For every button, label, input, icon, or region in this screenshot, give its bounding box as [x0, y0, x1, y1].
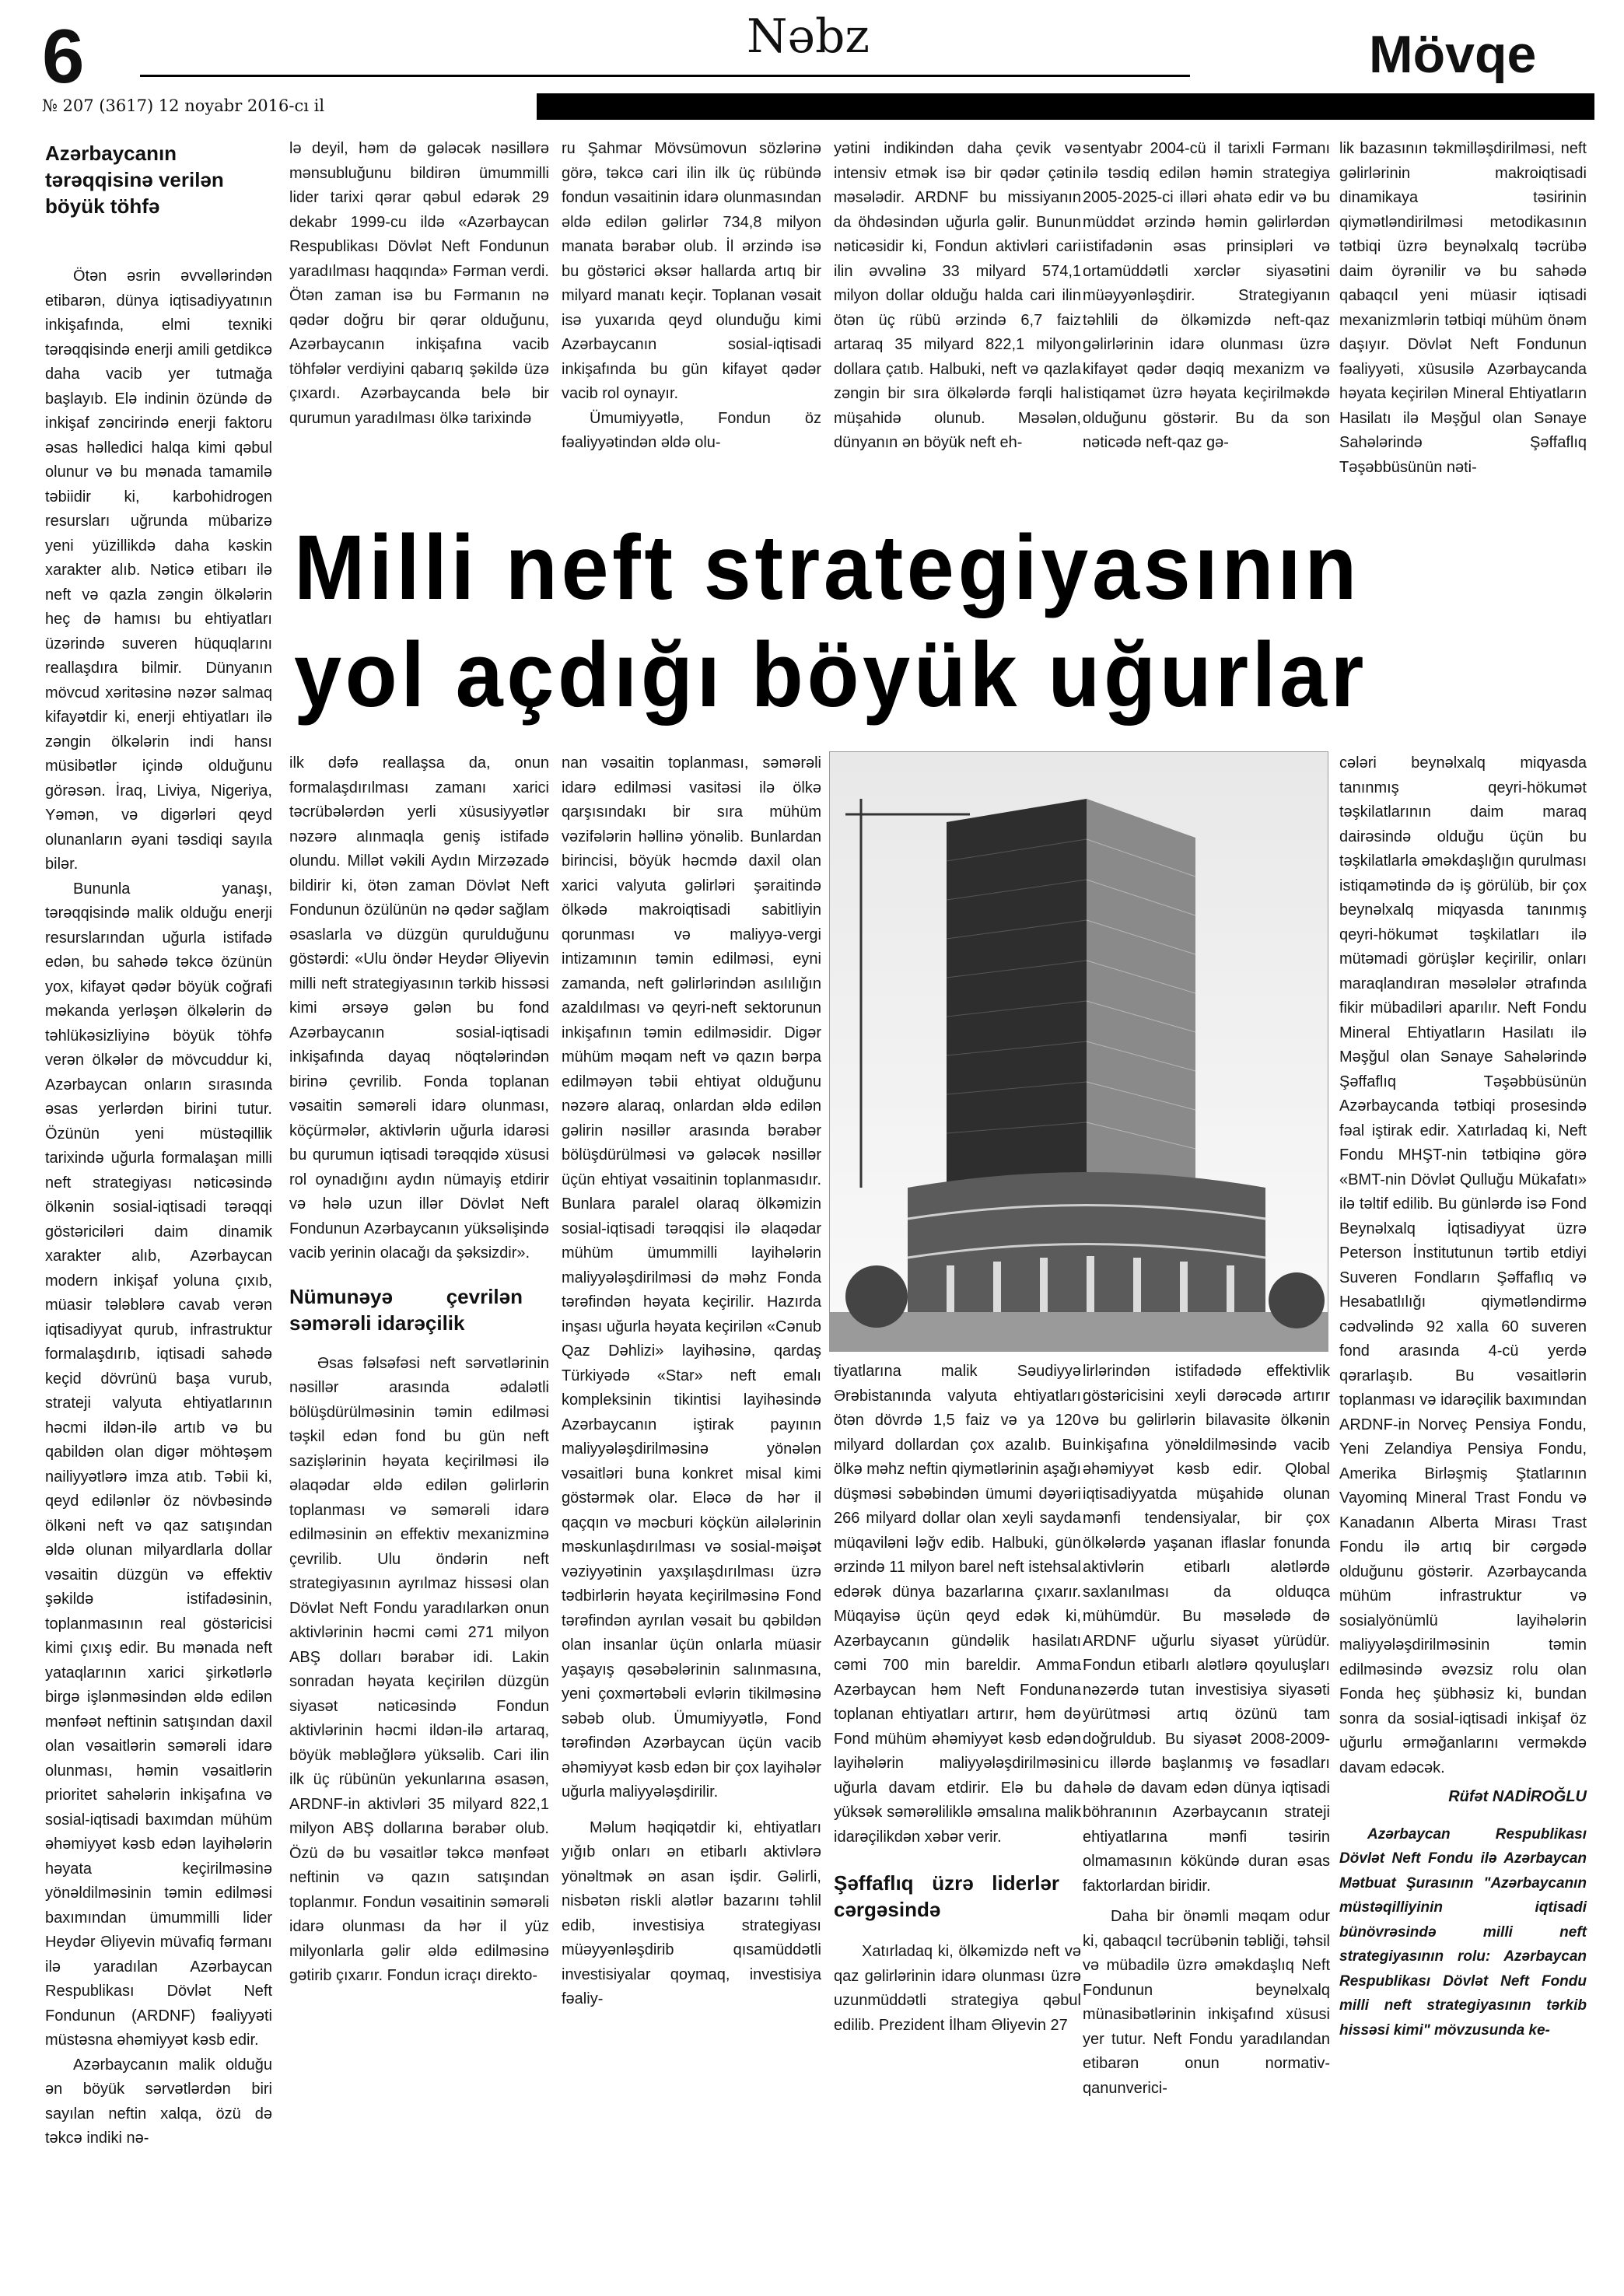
column-2-top [289, 137, 549, 431]
headline-line-2: yol açdığı böyük uğurlar [294, 624, 1367, 726]
col2-after-subheading: Əsas fəlsəfəsi neft sərvətlərinin nəsillər arasında ədalətli bölüşdürülməsinin təmin edilməsi təşkil edən fond bu gün neft sazişlərinin həyata keçirilməsi ilə əlaqədar əldə edilən gəlirlərin toplanması və səmərəli idarə edilməsinin ən effektiv mexanizminə çevrilib. Ulu öndərin neft strategiyasının ayrılmaz hissəsi olan Dövlət Neft Fondu yaradılarkən onun aktivlərinin həcmi cəmi 271 milyon ABŞ dolları bərabər idi. Lakin sonradan həyata keçirilən düzgün siyasət nəticəsində Fondun aktivlərinin həcmi ildən-ilə artaraq, böyük məbləğlərə yüksəlib. Cari ilin ilk üç rübünün yekunlarına əsasən, ARDNF-in aktivləri 35 milyard 822,1 milyon ABŞ dollarına bərabər olub. Özü də bu vəsaitlər təkcə mənfəət neftinin və qazın satışından toplanmır. Fondun vəsaitinin səmərəli idarə olunması da hər il yüz milyonlarla gəlir əldə edilməsinə gətirib çıxarır. Fondun icraçı direkto- [289, 1354, 549, 1984]
col3-top-text-2: Ümumiyyətlə, Fondun öz fəaliyyətindən əldə olu- [562, 409, 821, 451]
header-rule [140, 75, 1190, 77]
oil-fund-building-image [830, 752, 1328, 1351]
col5-bottom-text-2: Daha bir önəmli məqam odur ki, qabaqcıl təcrübənin təbliği, təhsil və mübadilə üzrə əməkdaşlıq Neft Fondunun beynəlxalq münasibətlərinin inkişafınd xüsusi yer tutur. Neft Fondu yaradılandan etibarən onun normativ-qanunverici- [1083, 1908, 1330, 2097]
subheading-1: Nümunəyə çevrilən səmərəli idarəçilik [289, 1284, 523, 1335]
col4-after-subheading: Xatırladaq ki, ölkəmizdə neft və qaz gəlirlərinin idarə olunması üzrə uzunmüddətli strategiya qəbul edilib. Prezident İlham Əliyevin 27 [834, 1943, 1081, 2034]
section-title: Nəbz [747, 9, 870, 64]
col4-top-text: yətini indikindən daha çevik və intensiv etmək isə bir qədər çətin məsələdir. ARDNF bu missiyanın da öhdəsindən uğurla gəlir. Bunun nəticəsidir ki, Fondun aktivləri cari ilin əvvəlinə 33 milyard 574,1 milyon dollar olduğu halda cari ilin ötən üç rübü ərzində 6,7 faiz artaraq 35 milyard 822,1 milyon dollara çatıb. Halbuki, neft və qazla zəngin bir sıra ölkələrdə fərqli hal müşahidə olunub. Məsələn, dünyanın ən böyük neft eh- [834, 140, 1081, 451]
col1-paragraph-3: Azərbaycanın malik olduğu ən böyük sərvətlərdən biri sayılan neftin xalqa, özü də təkcə indiki nə- [45, 2056, 272, 2147]
column-2-bottom [289, 751, 549, 1989]
author-signature: Rüfət NADİROĞLU [1448, 1788, 1587, 1805]
col1-paragraph-1: Ötən əsrin əvvəllərindən etibarən, dünya iqtisadiyyatının inkişafında, elmi texniki tərəqqisində enerji amili getdikcə daha vacib yer tutmağa başlayıb. Elə indinin özündə də inkişaf zəncirində enerji faktoru əsas həlledici halqa kimi qəbul olunur və bu mənada tamamilə təbiidir ki, karbohidrogen resursları uğrunda mübarizə yeni yüzillikdə daha kəskin xarakter alıb. Nəticə etibarı ilə neft və qazla zəngin ölkələrin heç də hamısı bu ehtiyatları üzərində suveren hüquqlarını reallaşdıra bilmir. Dünyanın mövcud xəritəsinə nəzər salmaq kifayətdir ki, enerji ehtiyatları ilə zəngin ölkələrin indi hansı müsibətlər içində olduğunu görəsən. İraq, Liviya, Nigeriya, Yəmən, və digərləri qeyd olunanların əyani təsdiqi sayıla bilər. [45, 268, 272, 873]
column-6-bottom [1339, 751, 1587, 2042]
brand-title: Mövqe [1369, 25, 1537, 84]
kicker-heading: Azərbaycanın tərəqqisinə verilən böyük töhfə [45, 142, 224, 218]
column-4-bottom [834, 1360, 1081, 2038]
col6-top-text: lik bazasının təkmilləşdirilməsi, neft gəlirlərinin makroiqtisadi dinamikaya təsirinin qiymətləndirilməsi metodikasının tətbiqi üzrə beynəlxalq təcrübə daim öyrənilir və bu sahədə qabaqcıl yeni müasir iqtisadi mexanizmlərin tətbiqi mühüm önəm daşıyır. Dövlət Neft Fondunun fəaliyyəti, xüsusilə Azərbaycanda həyata keçirilən Mineral Ehtiyatların Hasilatı ilə Məşğul olan Sənaye Sahələrində Şəffaflıq Təşəbbüsünün nəti- [1339, 140, 1587, 476]
col4-bottom-text: tiyatlarına malik Səudiyyə Ərəbistanında valyuta ehtiyatları ötən dövrdə 1,5 faiz və ya 120 milyard dollardan çox azalıb. Bu ölkə məhz neftin qiymətlərinin aşağı düşməsi səbəbindən ümumi dəyəri 266 milyard dollar olan xeyli sayda müqaviləni ləğv edib. Halbuki, gün ərzində 11 milyon barel neft istehsal edərək dünya bazarlarına çıxarır. Müqayisə üçün qeyd edək ki, Azərbaycanın gündəlik hasilatı cəmi 700 min bareldir. Amma Azərbaycan həm Neft Fonduna toplanan ehtiyatları artırır, həm də Fond mühüm əhəmiyyət kəsb edən layihələrin maliyyələşdirilməsini uğurla davam etdirir. Elə bu da yüksək səmərəliliklə əmsalına malik idarəçilikdən xəbər verir. [834, 1363, 1081, 1846]
headline-line-1: Milli neft strategiyasının [294, 516, 1360, 619]
col2-bottom-text: ilk dəfə reallaşsa da, onun formalaşdırılması zamanı xarici təcrübələrdən yerli xüsusiyyətlər nəzərə alınmaqla geniş istifadə olundu. Millət vəkili Aydın Mirzəzadə bildirir ki, ötən zaman Dövlət Neft Fondunun özülünün nə qədər sağlam əsaslarla və düzgün qurulduğunu göstərdi: «Ulu öndər Heydər Əliyevin milli neft strategiyasının tərkib hissəsi kimi ərsəyə gələn bu fond Azərbaycanın sosial-iqtisadi inkişafında dayaq nöqtələrindən birinə çevrilib. Fonda toplanan vəsaitin səmərəli idarə olunması, köçürmələr, aktivlərin uğurla idarəsi bu qurumun iqtisadi tərəqqidə xüsusi rol oynadığını aydın nümayiş etdirir və hələ uzun illər Dövlət Neft Fondunun Azərbaycanın yüksəlişində vacib yerinin olacağı da şəksizdir». [289, 754, 549, 1262]
col5-top-text: sentyabr 2004-cü il tarixli Fərmanı ilə təsdiq edilən həmin strategiya 2005-2025-ci illəri əhatə edir və bu müddət ərzində həmin gəlirlərdən istifadənin əsas prinsipləri və ortamüddətli xərclər siyasətini müəyyənləşdirir. Strategiyanın təhlili də ölkəmizdə neft-qaz gəlirlərinin idarə olunması üzrə kifayət qədər dəqiq mexanizm və istiqamət üzrə həyata keçirilməkdə olduğunu göstərir. Bu da son nəticədə neft-qaz gə- [1083, 140, 1330, 451]
page-number: 6 [42, 13, 85, 99]
column-5-top [1083, 137, 1330, 456]
subheading-2: Şəffaflıq üzrə liderlər cərgəsində [834, 1871, 1059, 1921]
column-1 [45, 264, 272, 2151]
col6-bottom-text: cələri beynəlxalq miqyasda tanınmış qeyri-hökumət təşkilatlarının daim maraq dairəsində olduğu üçün bu təşkilatlarla əməkdaşlığın qurulması istiqamətində də iş görülüb, bir çox beynəlxalq miqyasda tanınmış qeyri-hökumət təşkilatları ilə mütəmadi görüşlər keçirilir, onları maraqlandıran məsələlər ətrafında fikir mübadiləri aparılır. Neft Fondu Mineral Ehtiyatların Hasilatı ilə Məşğul olan Sənaye Sahələrində Şəffaflıq Təşəbbüsünün Azərbaycanda tətbiqi prosesində fəal iştirak edir. Xatırladaq ki, Neft Fondu MHŞT-nin tətbiqinə görə «BMT-nin Dövlət Qulluğu Mükafatı» ilə təltif edilib. Bu günlərdə isə Fond Beynəlxalq İqtisadiyyat üzrə Peterson İnstitutunun tərtib etdiyi Suveren Fondların Şəffaflıq və Hesabatlılığı qiymətləndirmə cədvəlində 92 xalla 60 suveren fond arasında 4-cü yerdə qərarlaşıb. Bu vəsaitlərin toplanması və idarəçilik baxımından ARDNF-in Norveç Pensiya Fondu, Yeni Zelandiya Pensiya Fondu, Amerika Birləşmiş Ştatlarının Vayominq Mineral Trast Fondu və Kanadanın Alberta Mirası Trast Fondu ilə artıq bir cərgədə olduğunu göstərir. Azərbaycanda mühüm infrastruktur və sosialyönümlü layihələrin maliyyələşdirilməsinin təmin edilməsində əvəzsiz rolu olan Fonda heç şübhəsiz ki, bundan sonra da sosial-iqtisadi inkişaf öz uğurlu ərməğanlarını verməkdə davam edəcək. [1339, 754, 1587, 1776]
col2-top-text: lə deyil, həm də gələcək nəsillərə mənsubluğunu bildirən ümummilli lider tarixi qərar qəbul edərək 29 dekabr 1999-cu ildə «Azərbaycan Respublikası Dövlət Neft Fondunun yaradılması haqqında» Fərman verdi. Ötən zaman isə bu Fərmanın nə qədər doğru bir qərar olduğunu, Azərbaycanın inkişafına vacib töhfələr verdiyini qabarıq şəkildə üzə çıxardı. Azərbaycanda belə bir qurumun yaradılması ölkə tarixində [289, 140, 549, 427]
header-black-bar [537, 93, 1594, 120]
column-5-bottom [1083, 1360, 1330, 2101]
col3-top-text: ru Şahmar Mövsümovun sözlərinə görə, təkcə cari ilin ilk üç rübündə fondun vəsaitinin idarə olunmasından əldə edilən gəlirlər 734,8 milyon manata bərabər olub. İl ərzində isə bu göstərici əksər hallarda artıq bir milyard manatı keçir. Toplanan vəsait isə yuxarıda qeyd olunduğu kimi Azərbaycanın sosial-iqtisadi inkişafında bu gün kifayət qədər vacib rol oynayır. [562, 140, 821, 402]
column-3-top [562, 137, 821, 456]
col3-bottom-text: nan vəsaitin toplanması, səmərəli idarə edilməsi vasitəsi ilə ölkə qarşısındakı bir sıra mühüm vəzifələrin həllinə yönəlib. Bunlardan birincisi, böyük həcmdə daxil olan xarici valyuta gəlirləri şəraitində ölkədə makroiqtisadi sabitliyin qorunması və maliyyə-vergi intizamının təmin edilməsi, eyni zamanda, neft gəlirlərindən asılılığın azaldılması və qeyri-neft sektorunun inkişafının təmin edilməsidir. Digər mühüm məqam neft və qazın bərpa edilməyən təbii ehtiyat olduğunu nəzərə alaraq, onlardan əldə edilən gəlirin nəsillər arasında bərabər bölüşdürülməsi və gələcək nəsillər üçün ehtiyat vəsaitinin toplanmasıdır. Bunlara paralel olaraq ölkəmizin sosial-iqtisadi tərəqqisi ilə əlaqədar mühüm ümummilli layihələrin maliyyələşdirilməsi də məhz Fonda tərəfindən həyata keçirilir. Hazırda inşası uğurla həyata keçirilən «Cənub Qaz Dəhlizi» layihəsinə, qardaş Türkiyədə «Star» neft emalı kompleksinin tikintisi layihəsində Azərbaycanın iştirak payının maliyyələşdirilməsinə yönələn vəsaitləri buna konkret misal kimi göstərmək olar. Eləcə də hər il qaçqın və məcburi köçkün ailələrinin məskunlaşdırılması və sosial-məişət vəziyyətinin yaxşılaşdırılması üzrə tədbirlərin həyata keçirilməsinə Fond tərəfindən ayrılan vəsait bu qəbildən olan insanlar üçün onlarla müasir yaşayış qəsəbələrinin salınmasına, yeni çoxmərtəbəli evlərin tikilməsinə səbəb olub. Ümumiyyətlə, Fond tərəfindən Azərbaycan üçün vacib əhəmiyyət kəsb edən bir çox layihələr uğurla maliyyələşdirilir. [562, 754, 821, 1801]
col3-bottom-text-2: Məlum həqiqətdir ki, ehtiyatları yığıb onları ən etibarlı aktivlərə yönəltmək ən asan işdir. Gəlirli, nisbətən riskli alətlər bazarını təhlil edib, investisiya strategiyası müəyyənləşdirib qısamüddətli investisiyalar qoymaq, investisiya fəaliy- [562, 1818, 821, 2007]
column-6-top [1339, 137, 1587, 480]
building-photo [829, 751, 1328, 1352]
col1-paragraph-2: Bununla yanaşı, tərəqqisində malik olduğu enerji resurslarından uğurla istifadə edən, bu sahədə təkcə özünün yox, kifayət qədər böyük coğrafi məkanda yerləşən ölkələrin də təhlükəsizliyinə böyük töhfə verən ölkələr də mövcuddur ki, Azərbaycan onların sırasında əsas yerlərdən birini tutur. Özünün yeni müstəqillik tarixində uğurla formalaşan milli neft strategiyası nəticəsində ölkənin sosial-iqtisadi tərəqqi göstəriciləri daim dinamik xarakter alıb, Azərbaycan modern inkişaf yoluna çıxıb, müasir tələblərə cavab verən iqtisadiyyat qurub, infrastruktur formalaşdırıb, iqtisadi sahədə keçid dövrünü başa vurub, strateji valyuta ehtiyatlarının həcmi ildən-ilə artıb və bu qabildən olan digər möhtəşəm nailiyyətlərə imza atıb. Təbii ki, qeyd edilənlər öz növbəsində ölkəni neft və qaz satışından əldə olunan milyardlarla dollar vəsaitin düzgün və effektiv şəkildə istifadəsinin, toplanmasının real göstəricisi kimi çıxış edir. Bu mənada neft yataqlarının xarici şirkətlərlə birgə işlənməsindən əldə edilən mənfəət neftinin satışından daxil olan vəsaitlərin səmərəli idarə olunması, həmin vəsaitlərin prioritet sahələrin inkişafına və sosial-iqtisadi baxımdan mühüm əhəmiyyət kəsb edən layihələrin həyata keçirilməsinə yönəldilməsinin təmin edilməsi baxımından ümummilli lider Heydər Əliyevin müvafiq fərmanı ilə yaradılan Azərbaycan Respublikası Dövlət Neft Fondunun (ARDNF) fəaliyyəti müstəsna əhəmiyyət kəsb edir. [45, 880, 272, 2049]
col5-bottom-text: lirlərindən istifadədə effektivlik göstəricisini xeyli dərəcədə artırır və bu gəlirlərin bilavasitə ölkənin inkişafına yönəldilməsində vacib əhəmiyyət kəsb edir. Qlobal iqtisadiyyatda müşahidə olunan mənfi tendensiyalar, bir çox ölkələrdə yaşanan iflaslar fonunda aktivlərin etibarlı alətlərdə saxlanılması da olduqca mühümdür. Bu məsələdə də ARDNF uğurlu siyasət yürüdür. Fondun etibarlı alətlərə qoyuluşları nəzərdə tutan investisiya siyasəti yürütməsi artıq özünü tam doğruldub. Bu siyasət 2008-2009-cu illərdə başlanmış və fəsadları hələ də davam edən dünya iqtisadi böhranının Azərbaycanın strateji ehtiyatlarına mənfi təsirin olmamasının kökündə duran əsas faktorlardan biridir. [1083, 1363, 1330, 1895]
column-3-bottom [562, 751, 821, 2012]
footnote: Azərbaycan Respublikası Dövlət Neft Fondu ilə Azərbaycan Mətbuat Şurasının "Azərbaycanın müstəqilliyinin iqtisadi bünövrəsində milli neft strategiyasının rolu: Azərbaycan Respublikası Dövlət Neft Fondu milli neft strategiyasının tərkib hissəsi kimi" mövzusunda ke- [1339, 1825, 1587, 2039]
issue-line: № 207 (3617) 12 noyabr 2016-cı il [42, 96, 325, 115]
column-4-top [834, 137, 1081, 456]
